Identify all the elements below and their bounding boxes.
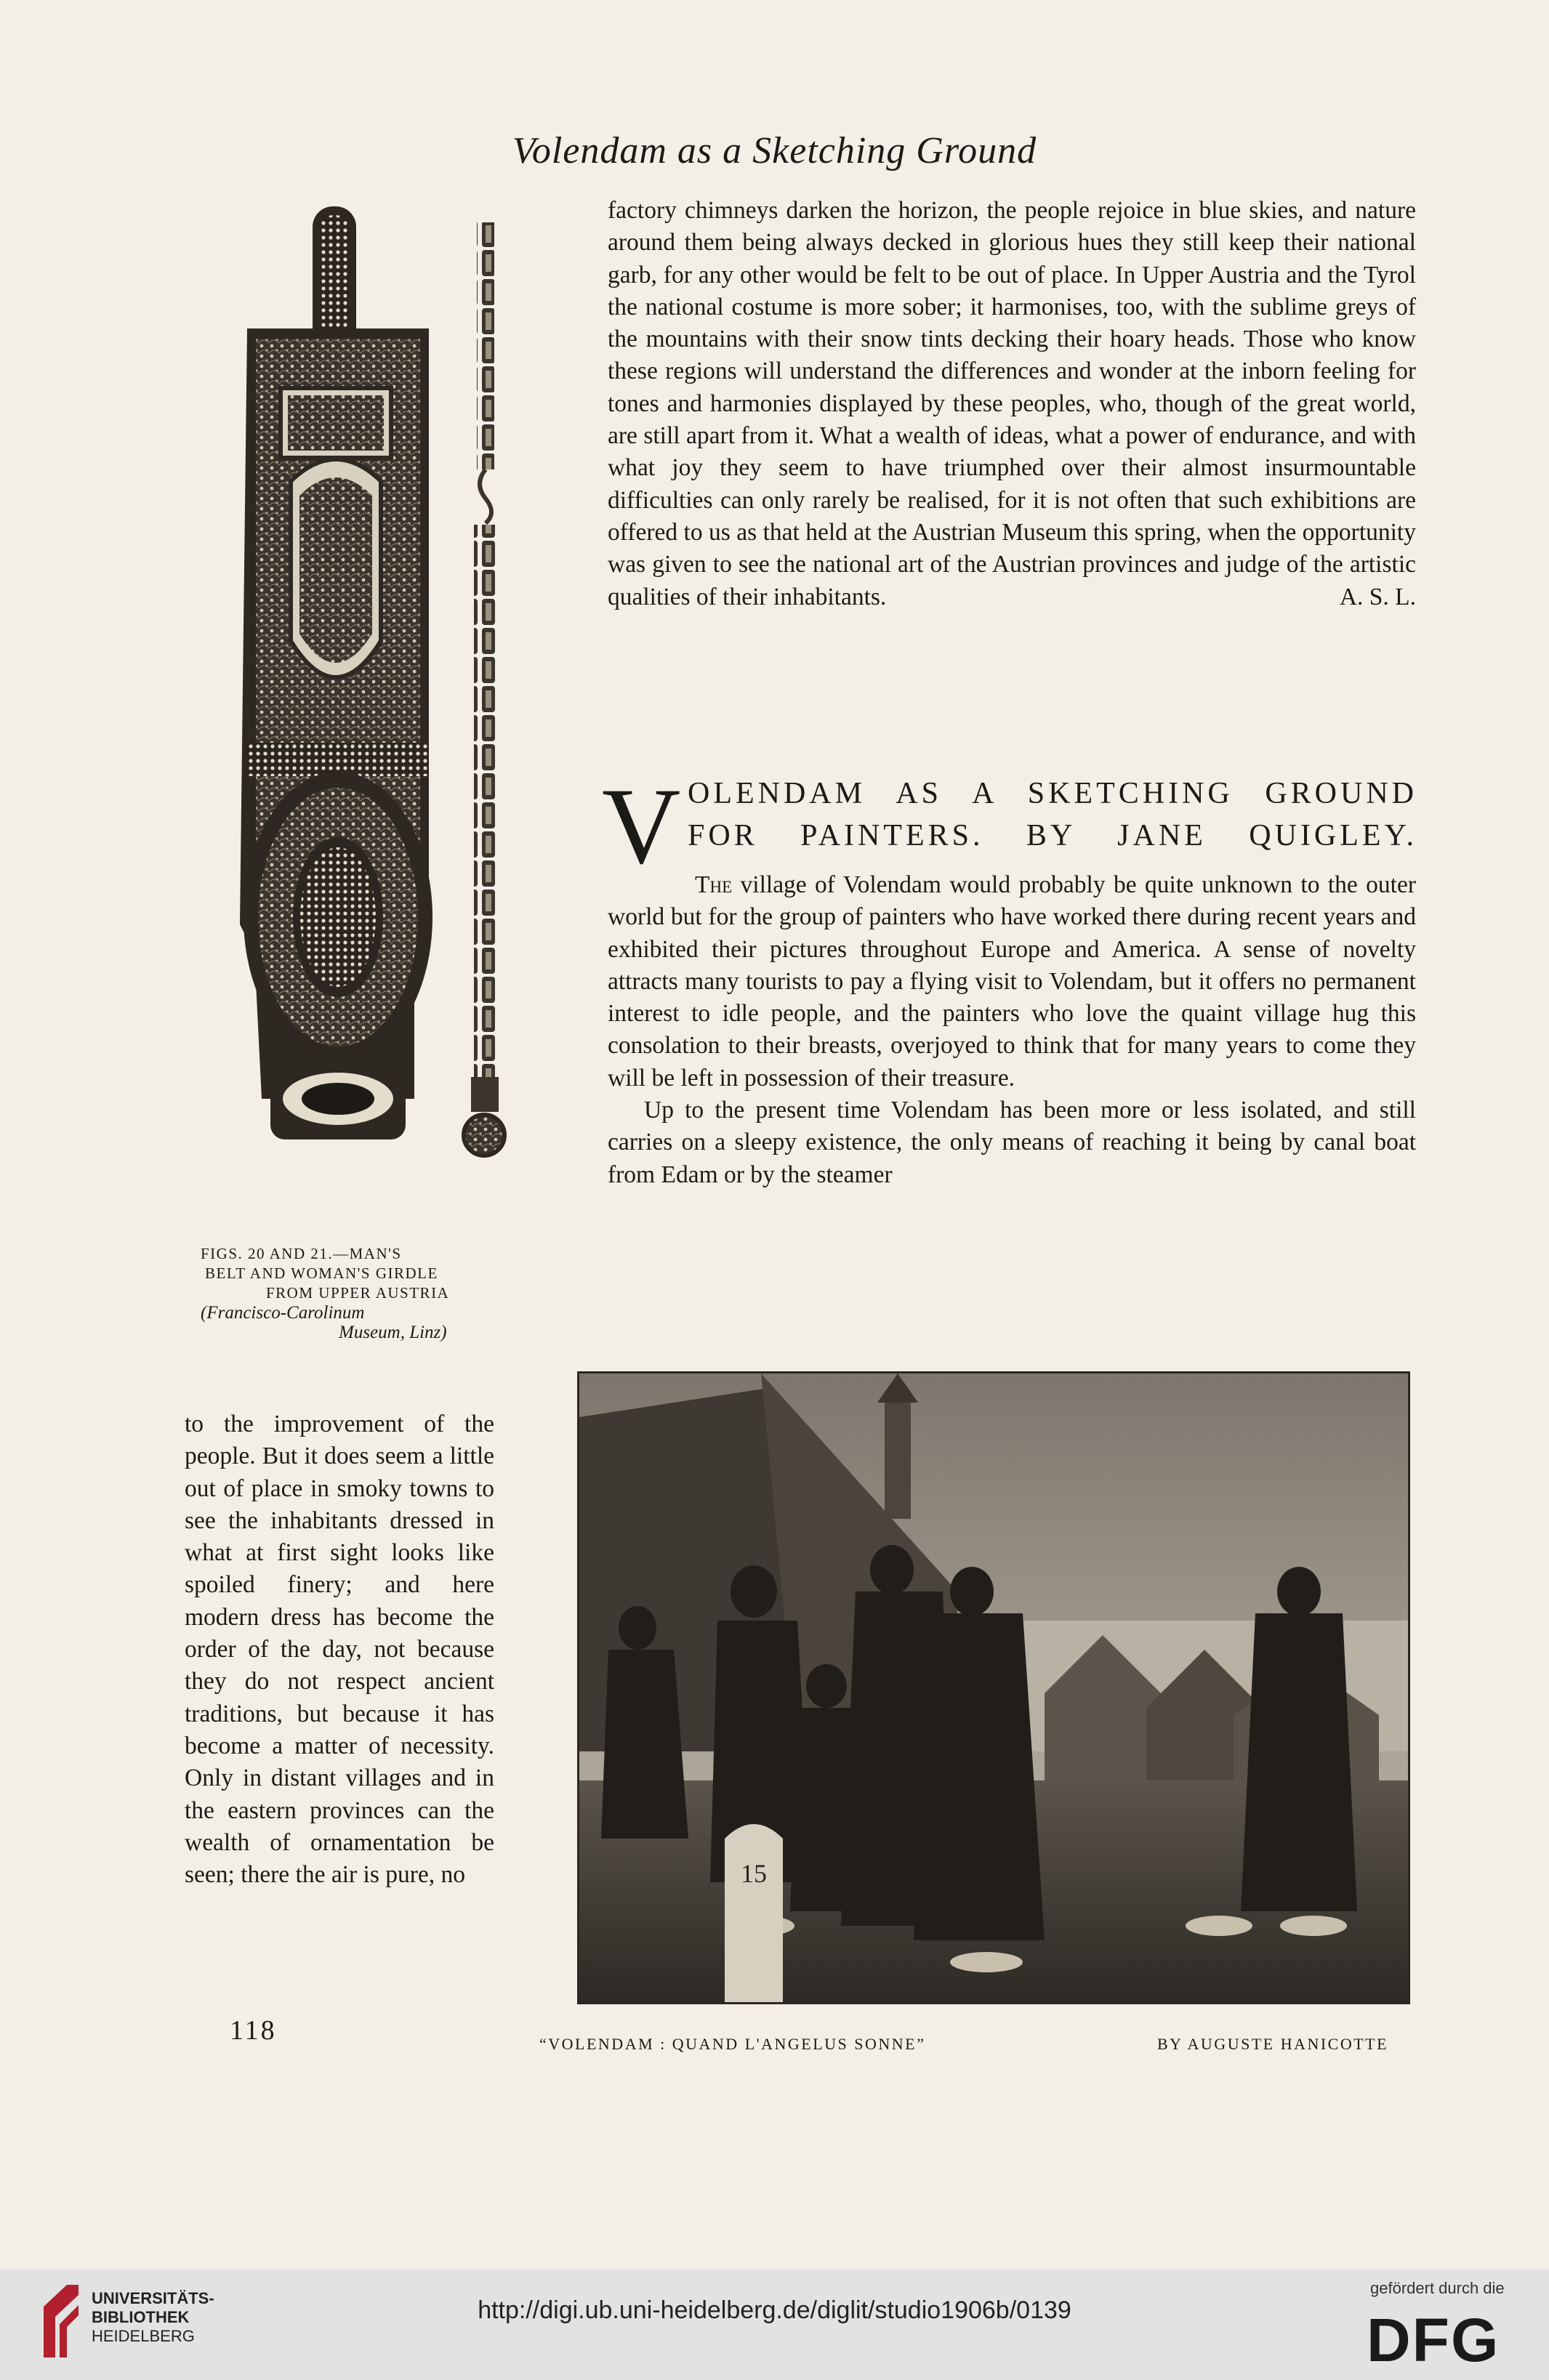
running-head: Volendam as a Sketching Ground <box>512 130 1037 172</box>
belt-caption <box>201 1244 526 1342</box>
painting-caption: “VOLENDAM : QUAND L'ANGELUS SONNE” <box>539 2035 926 2053</box>
digitization-footer <box>0 2269 1549 2380</box>
article-paragraph-2: Up to the present time Volendam has been more or less isolated, and still carries on a sleepy existence, the only means of reaching it being by canal boat from Edam or by the steamer <box>608 1097 1416 1188</box>
library-line-2: BIBLIOTHEK <box>92 2308 190 2326</box>
continued-article-left <box>185 1408 494 1891</box>
painting-illustration <box>577 1371 1410 2004</box>
small-caps-lead: The <box>695 871 733 898</box>
drop-cap: V <box>602 766 681 887</box>
page-number: 118 <box>230 2015 277 2046</box>
mans-belt <box>240 206 432 1139</box>
library-line-1: UNIVERSITÄTS- <box>92 2289 214 2307</box>
article-body <box>608 869 1416 1191</box>
belt-caption-line-1: FIGS. 20 AND 21.—MAN'S <box>201 1245 402 1262</box>
belt-caption-line-2: BELT AND WOMAN'S GIRDLE <box>205 1264 438 1282</box>
title-line-2: FOR PAINTERS. BY JANE QUIGLEY. <box>688 819 1417 852</box>
painting-credit: BY AUGUSTE HANICOTTE <box>1157 2035 1389 2053</box>
left-column-text: to the improvement of the people. But it does seem a little out of place in smoky towns to see the inhabitants dressed in what at first sight looks like spoiled finery; and here modern dress has become the order of the day, not because they do not respect ancient traditions, but because it has become a matter of necessity. Only in distant villages and in the eastern provinces can the wealth of ornamentation be seen; there the air is pure, no <box>185 1411 494 1889</box>
title-line-1: OLENDAM AS A SKETCHING GROUND <box>688 777 1417 810</box>
funded-by-text: gefördert durch die <box>1370 2279 1505 2297</box>
continued-paragraph <box>608 195 1416 613</box>
signature: A. S. L. <box>1339 583 1416 610</box>
belt-caption-line-3: FROM UPPER AUSTRIA <box>266 1284 450 1302</box>
source-url[interactable]: http://digi.ub.uni-heidelberg.de/diglit/studio1906b/0139 <box>478 2296 1071 2324</box>
womans-girdle <box>464 222 504 1155</box>
paragraph-1-text: village of Volendam would probably be quite unknown to the outer world but for the group of painters who have worked there during recent years and exhibited their pictures throughout Europe and America. A sense of novelty attracts many tourists to pay a flying visit to Volendam, but it offers no permanent interest to idle people, and the painters who love the quaint village hug this consolation to their breasts, overjoyed to think that for many years to come they will be left in possession of their treasure. <box>608 871 1416 1092</box>
belt-illustration <box>218 190 538 1208</box>
belt-caption-line-5: Museum, Linz) <box>339 1323 447 1342</box>
continued-text: factory chimneys darken the horizon, the people rejoice in blue skies, and nature around them being always decked in glorious hues they still keep their national garb, for any other would be felt to be out of place. In Upper Austria and the Tyrol the national costume is more sober; it harmonises, too, with the sublime greys of the mountains with their snow tints decking their hoary heads. Those who know these regions will understand the differences and wonder at the inborn feeling for tones and harmonies displayed by these peoples, who, though of the great world, are still apart from it. What a wealth of ideas, what a power of endurance, and with what joy they seem to have triumphed over their almost insurmountable difficulties can only rarely be realised, for it is not often that such exhibitions are offered to us as that held at the Austrian Museum this spring, when the opportunity was given to see the national art of the Austrian provinces and judge of the artistic qualities of their inhabitants. <box>608 197 1416 610</box>
continued-article-right <box>608 195 1416 613</box>
article-paragraph-1 <box>608 869 1416 1094</box>
belt-caption-line-4: (Francisco-Carolinum <box>201 1303 365 1323</box>
milestone-number: 15 <box>741 1859 767 1888</box>
library-line-3: HEIDELBERG <box>92 2327 195 2345</box>
dfg-logo: DFG <box>1367 2306 1500 2374</box>
